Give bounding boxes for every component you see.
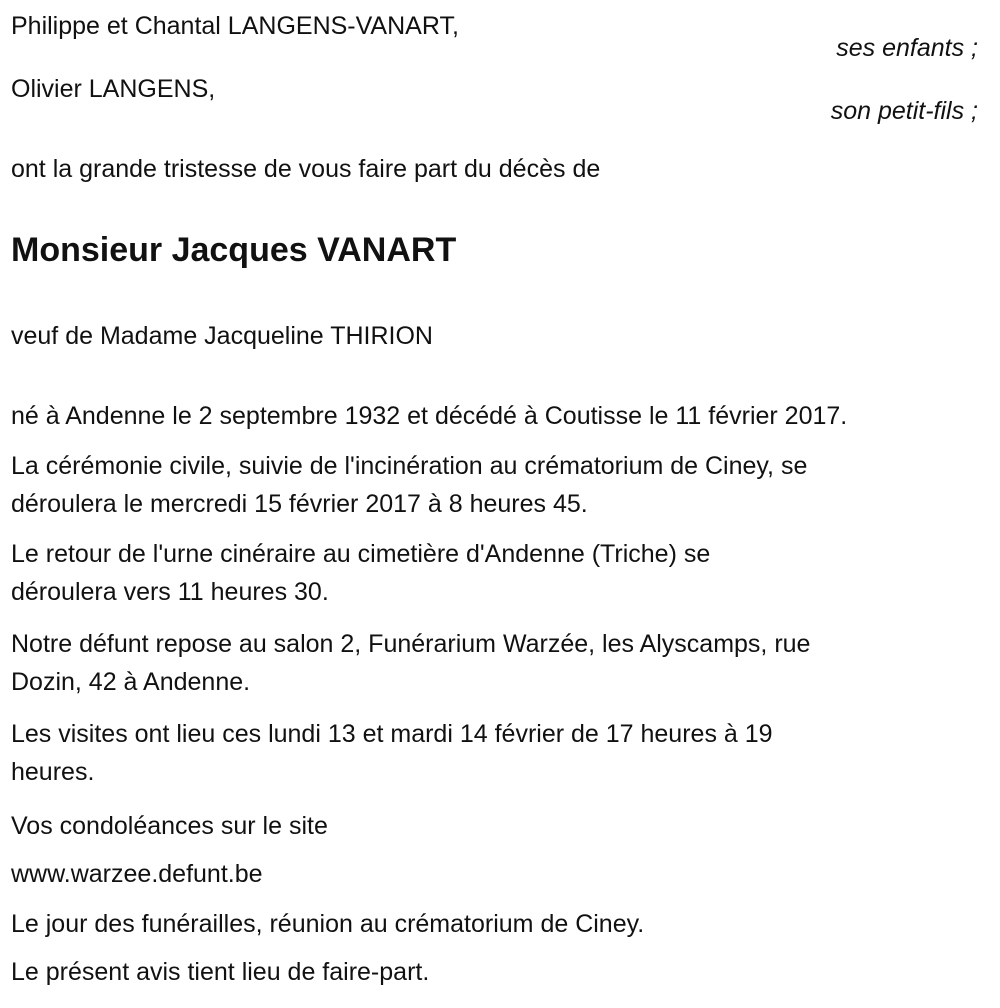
intro-text: ont la grande tristesse de vous faire part du décès de — [11, 155, 601, 183]
widow-text: veuf de Madame Jacqueline THIRION — [11, 322, 433, 350]
urn-line-1: Le retour de l'urne cinéraire au cimetière d'Andenne (Triche) se — [11, 540, 711, 568]
family-name-1: Philippe et Chantal LANGENS-VANART, — [11, 12, 459, 40]
notice-text: Le présent avis tient lieu de faire-part. — [11, 958, 430, 986]
birth-death: né à Andenne le 2 septembre 1932 et décédé à Coutisse le 11 février 2017. — [11, 402, 848, 430]
ceremony-line-1: La cérémonie civile, suivie de l'incinération au crématorium de Ciney, se — [11, 452, 808, 480]
funeral-day-text: Le jour des funérailles, réunion au crématorium de Ciney. — [11, 910, 645, 938]
ceremony-line-2: déroulera le mercredi 15 février 2017 à 8 heures 45. — [11, 490, 588, 518]
deceased-name: Monsieur Jacques VANART — [11, 231, 457, 269]
visits-line-1: Les visites ont lieu ces lundi 13 et mardi 14 février de 17 heures à 19 — [11, 720, 773, 748]
condolences-text: Vos condoléances sur le site — [11, 812, 328, 840]
website-link[interactable]: www.warzee.defunt.be — [11, 860, 263, 888]
rest-line-2: Dozin, 42 à Andenne. — [11, 668, 251, 696]
urn-line-2: déroulera vers 11 heures 30. — [11, 578, 329, 606]
family-name-2: Olivier LANGENS, — [11, 75, 216, 103]
family-relation-1: ses enfants ; — [836, 34, 978, 62]
rest-line-1: Notre défunt repose au salon 2, Funérarium Warzée, les Alyscamps, rue — [11, 630, 811, 658]
visits-line-2: heures. — [11, 758, 95, 786]
family-relation-2: son petit-fils ; — [830, 97, 978, 125]
